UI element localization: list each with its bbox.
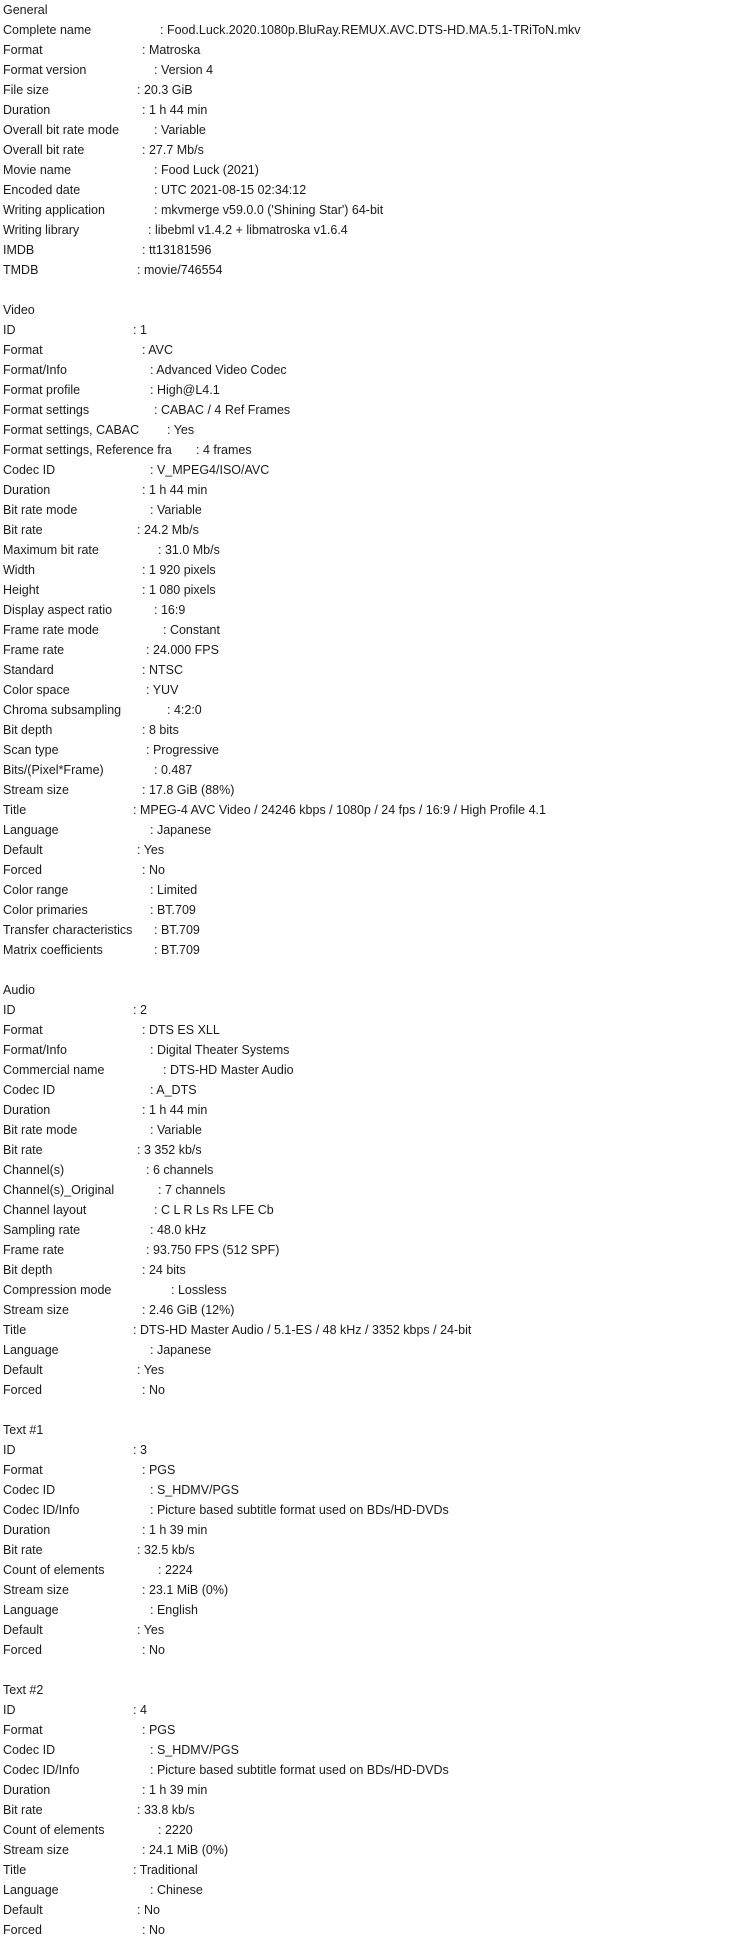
field-value: : 1 h 39 min [142,1523,208,1537]
info-row-video-width [3,560,737,580]
field-value: : 7 channels [158,1183,226,1197]
info-row-audio-bit-rate [3,1140,737,1160]
field-label: Maximum bit rate [3,543,99,557]
field-value: : 1 h 44 min [142,103,208,117]
info-row-audio-stream-size [3,1300,737,1320]
field-label: Bit rate [3,1543,43,1557]
info-row-text-2-format [3,1720,737,1740]
field-label: Default [3,1363,43,1377]
field-label: Stream size [3,1583,69,1597]
field-value: : BT.709 [150,903,196,917]
info-row-text-1-codec-id [3,1480,737,1500]
info-row-video-format-settings-reference-fra [3,440,737,460]
field-label: Count of elements [3,1563,105,1577]
field-label: Writing library [3,223,80,237]
field-label: Codec ID/Info [3,1503,80,1517]
info-row-text-1-count-of-elements [3,1560,737,1580]
info-row-video-format-settings [3,400,737,420]
field-value: : Version 4 [154,63,214,77]
info-row-video-stream-size [3,780,737,800]
field-label: ID [3,1703,16,1717]
info-row-video-chroma-subsampling [3,700,737,720]
field-value: : 3 352 kb/s [137,1143,202,1157]
field-value: : 4 frames [196,443,252,457]
field-value: : 2.46 GiB (12%) [142,1303,235,1317]
info-row-audio-language [3,1340,737,1360]
field-value: : 17.8 GiB (88%) [142,783,235,797]
info-row-video-format [3,340,737,360]
info-row-audio-codec-id [3,1080,737,1100]
field-value: : Yes [137,843,165,857]
field-label: Format/Info [3,1043,67,1057]
field-value: : BT.709 [154,943,200,957]
info-row-video-matrix-coefficients [3,940,737,960]
info-row-text-2-stream-size [3,1840,737,1860]
field-value: : tt13181596 [142,243,212,257]
info-row-video-maximum-bit-rate [3,540,737,560]
info-row-general-writing-application [3,200,737,220]
field-label: Format [3,1463,43,1477]
field-value: : No [137,1903,160,1917]
field-label: Duration [3,103,51,117]
field-label: ID [3,323,16,337]
info-row-text-1-format [3,1460,737,1480]
field-value: : 2220 [158,1823,193,1837]
field-value: : 0.487 [154,763,193,777]
field-value: : BT.709 [154,923,200,937]
info-row-video-codec-id [3,460,737,480]
field-label: Movie name [3,163,72,177]
field-label: Color primaries [3,903,88,917]
info-row-audio-title [3,1320,737,1340]
field-value: : Japanese [150,823,212,837]
field-value: : 24.000 FPS [146,643,219,657]
field-value: : 16:9 [154,603,186,617]
info-row-video-height [3,580,737,600]
info-row-video-transfer-characteristics [3,920,737,940]
field-label: Title [3,803,27,817]
section-title-general: General [3,3,48,17]
info-row-general-file-size [3,80,737,100]
field-value: : Constant [163,623,220,637]
field-label: Default [3,843,43,857]
field-value: : 31.0 Mb/s [158,543,220,557]
field-value: : Food.Luck.2020.1080p.BluRay.REMUX.AVC.DTS-HD.MA.5.1-TRiToN.mkv [160,23,581,37]
info-row-audio-sampling-rate [3,1220,737,1240]
field-label: Color range [3,883,69,897]
info-row-text-1-duration [3,1520,737,1540]
field-value: : DTS-HD Master Audio / 5.1-ES / 48 kHz / 3352 kbps / 24-bit [133,1323,472,1337]
field-value: : Yes [167,423,195,437]
info-row-audio-commercial-name [3,1060,737,1080]
field-label: Forced [3,1383,42,1397]
info-row-general-movie-name [3,160,737,180]
info-row-video-format-profile [3,380,737,400]
field-label: Format/Info [3,363,67,377]
field-label: Sampling rate [3,1223,81,1237]
field-value: : DTS ES XLL [142,1023,220,1037]
section-title-audio: Audio [3,983,35,997]
field-label: Frame rate [3,643,65,657]
field-value: : 27.7 Mb/s [142,143,204,157]
field-label: Count of elements [3,1823,105,1837]
field-label: Forced [3,1923,42,1937]
field-value: : 6 channels [146,1163,214,1177]
field-label: Default [3,1903,43,1917]
info-row-audio-default [3,1360,737,1380]
section-title-video: Video [3,303,35,317]
info-row-text-2-language [3,1880,737,1900]
field-value: : libebml v1.4.2 + libmatroska v1.6.4 [148,223,348,237]
info-row-general-complete-name [3,20,737,40]
info-row-text-2-default [3,1900,737,1920]
field-value: : C L R Ls Rs LFE Cb [154,1203,274,1217]
info-row-general-format [3,40,737,60]
info-row-text-1-stream-size [3,1580,737,1600]
field-value: : A_DTS [150,1083,197,1097]
field-label: Format profile [3,383,81,397]
field-value: : Food Luck (2021) [154,163,259,177]
info-row-general-writing-library [3,220,737,240]
info-row-audio-channel-s-original [3,1180,737,1200]
field-label: Format settings, Reference fra [3,443,172,457]
field-label: Forced [3,863,42,877]
field-label: Channel(s) [3,1163,65,1177]
field-value: : 8 bits [142,723,179,737]
field-label: Codec ID/Info [3,1763,80,1777]
field-value: : S_HDMV/PGS [150,1743,239,1757]
info-row-audio-bit-rate-mode [3,1120,737,1140]
field-value: : Progressive [146,743,219,757]
field-value: : AVC [142,343,174,357]
field-value: : 1 [133,323,147,337]
field-value: : 93.750 FPS (512 SPF) [146,1243,280,1257]
field-label: Language [3,823,59,837]
field-label: Title [3,1863,27,1877]
info-row-video-duration [3,480,737,500]
info-row-audio-channel-layout [3,1200,737,1220]
info-row-text-1-codec-id-info [3,1500,737,1520]
field-label: Default [3,1623,43,1637]
field-value: : 20.3 GiB [137,83,193,97]
field-label: File size [3,83,49,97]
info-row-video-display-aspect-ratio [3,600,737,620]
field-label: Duration [3,1783,51,1797]
field-label: Title [3,1323,27,1337]
field-label: Bit rate [3,1143,43,1157]
field-label: Bit rate [3,1803,43,1817]
field-value: : 24.2 Mb/s [137,523,199,537]
info-row-general-tmdb [3,260,737,280]
info-row-video-format-info [3,360,737,380]
info-row-video-frame-rate [3,640,737,660]
field-value: : S_HDMV/PGS [150,1483,239,1497]
field-value: : 23.1 MiB (0%) [142,1583,229,1597]
info-row-video-color-primaries [3,900,737,920]
info-row-video-bit-rate [3,520,737,540]
field-label: Format [3,43,43,57]
info-row-video-bits-pixel-frame [3,760,737,780]
info-row-video-bit-rate-mode [3,500,737,520]
field-value: : 4:2:0 [167,703,202,717]
info-row-audio-frame-rate [3,1240,737,1260]
field-label: Codec ID [3,1483,56,1497]
info-row-general-format-version [3,60,737,80]
info-row-text-2-id [3,1700,737,1720]
field-label: ID [3,1443,16,1457]
section-spacer [3,960,737,980]
field-label: Format version [3,63,87,77]
field-label: Language [3,1603,59,1617]
field-label: Format [3,343,43,357]
info-row-general-duration [3,100,737,120]
info-row-video-color-space [3,680,737,700]
field-value: : 2224 [158,1563,193,1577]
info-row-text-2-duration [3,1780,737,1800]
field-label: Height [3,583,40,597]
field-label: TMDB [3,263,39,277]
info-row-general-overall-bit-rate-mode [3,120,737,140]
field-value: : 2 [133,1003,147,1017]
field-label: Complete name [3,23,92,37]
info-row-video-frame-rate-mode [3,620,737,640]
info-row-audio-compression-mode [3,1280,737,1300]
field-label: Format settings [3,403,90,417]
field-label: Bit rate mode [3,1123,78,1137]
info-row-text-1-default [3,1620,737,1640]
field-value: : High@L4.1 [150,383,220,397]
info-row-audio-format [3,1020,737,1040]
field-label: Channel layout [3,1203,87,1217]
field-value: : Japanese [150,1343,212,1357]
field-value: : NTSC [142,663,183,677]
info-row-video-color-range [3,880,737,900]
field-label: Duration [3,483,51,497]
field-label: ID [3,1003,16,1017]
info-row-text-2-count-of-elements [3,1820,737,1840]
field-label: Scan type [3,743,59,757]
field-value: : 1 h 44 min [142,483,208,497]
field-label: Language [3,1883,59,1897]
field-label: Bits/(Pixel*Frame) [3,763,104,777]
field-value: : PGS [142,1723,176,1737]
field-label: Channel(s)_Original [3,1183,115,1197]
field-value: : Picture based subtitle format used on BDs/HD-DVDs [150,1503,449,1517]
field-value: : 24 bits [142,1263,186,1277]
field-label: Stream size [3,1303,69,1317]
field-value: : 33.8 kb/s [137,1803,195,1817]
info-row-video-standard [3,660,737,680]
info-row-audio-forced [3,1380,737,1400]
info-row-text-2-forced [3,1920,737,1940]
field-label: Display aspect ratio [3,603,113,617]
field-label: Format [3,1023,43,1037]
info-row-video-id [3,320,737,340]
field-label: Language [3,1343,59,1357]
field-value: : MPEG-4 AVC Video / 24246 kbps / 1080p / 24 fps / 16:9 / High Profile 4.1 [133,803,546,817]
info-row-video-language [3,820,737,840]
field-value: : No [142,1383,165,1397]
info-row-text-1-id [3,1440,737,1460]
field-label: Frame rate mode [3,623,99,637]
field-label: Codec ID [3,463,56,477]
field-value: : Limited [150,883,198,897]
field-value: : 1 920 pixels [142,563,216,577]
field-value: : English [150,1603,198,1617]
field-value: : 3 [133,1443,147,1457]
info-row-video-scan-type [3,740,737,760]
field-label: Codec ID [3,1083,56,1097]
field-value: : DTS-HD Master Audio [163,1063,294,1077]
field-label: Stream size [3,1843,69,1857]
field-value: : 4 [133,1703,147,1717]
field-value: : Matroska [142,43,201,57]
field-label: Duration [3,1103,51,1117]
field-label: Format [3,1723,43,1737]
field-label: Bit depth [3,1263,53,1277]
field-label: Frame rate [3,1243,65,1257]
info-row-text-2-codec-id-info [3,1760,737,1780]
field-label: Encoded date [3,183,81,197]
info-row-text-2-bit-rate [3,1800,737,1820]
field-label: Transfer characteristics [3,923,133,937]
field-label: IMDB [3,243,35,257]
field-value: : mkvmerge v59.0.0 ('Shining Star') 64-bit [154,203,384,217]
field-value: : 48.0 kHz [150,1223,207,1237]
field-label: Duration [3,1523,51,1537]
field-value: : 1 080 pixels [142,583,216,597]
field-value: : Yes [137,1623,165,1637]
field-value: : Traditional [133,1863,198,1877]
field-label: Chroma subsampling [3,703,122,717]
field-label: Commercial name [3,1063,105,1077]
info-row-video-bit-depth [3,720,737,740]
info-row-general-encoded-date [3,180,737,200]
info-row-video-format-settings-cabac [3,420,737,440]
field-value: : No [142,863,165,877]
field-value: : CABAC / 4 Ref Frames [154,403,291,417]
field-value: : 32.5 kb/s [137,1543,195,1557]
field-label: Matrix coefficients [3,943,103,957]
field-label: Bit rate mode [3,503,78,517]
field-label: Bit rate [3,523,43,537]
field-value: : Yes [137,1363,165,1377]
field-value: : No [142,1923,165,1937]
field-value: : 1 h 39 min [142,1783,208,1797]
info-row-text-1-language [3,1600,737,1620]
field-label: Color space [3,683,70,697]
section-spacer [3,1400,737,1420]
info-row-video-forced [3,860,737,880]
info-row-text-1-forced [3,1640,737,1660]
field-value: : Digital Theater Systems [150,1043,290,1057]
info-row-general-overall-bit-rate [3,140,737,160]
field-value: : PGS [142,1463,176,1477]
info-row-audio-channel-s [3,1160,737,1180]
section-title-text-1: Text #1 [3,1423,44,1437]
field-value: : Picture based subtitle format used on BDs/HD-DVDs [150,1763,449,1777]
field-label: Overall bit rate [3,143,85,157]
field-label: Standard [3,663,54,677]
field-value: : Lossless [171,1283,227,1297]
field-value: : Variable [154,123,206,137]
info-row-general-imdb [3,240,737,260]
info-row-video-default [3,840,737,860]
info-row-audio-id [3,1000,737,1020]
section-spacer [3,1660,737,1680]
field-label: Compression mode [3,1283,112,1297]
info-row-text-2-title [3,1860,737,1880]
field-value: : Variable [150,1123,202,1137]
field-value: : YUV [146,683,179,697]
field-value: : V_MPEG4/ISO/AVC [150,463,270,477]
mediainfo-report [3,0,737,1940]
field-value: : Advanced Video Codec [150,363,287,377]
field-label: Overall bit rate mode [3,123,120,137]
field-value: : movie/746554 [137,263,223,277]
field-label: Codec ID [3,1743,56,1757]
info-row-text-1-bit-rate [3,1540,737,1560]
field-label: Writing application [3,203,105,217]
field-label: Bit depth [3,723,53,737]
field-value: : No [142,1643,165,1657]
info-row-audio-duration [3,1100,737,1120]
field-label: Forced [3,1643,42,1657]
field-value: : UTC 2021-08-15 02:34:12 [154,183,307,197]
info-row-video-title [3,800,737,820]
field-label: Format settings, CABAC [3,423,140,437]
field-value: : 24.1 MiB (0%) [142,1843,229,1857]
field-label: Width [3,563,35,577]
section-spacer [3,280,737,300]
section-title-text-2: Text #2 [3,1683,44,1697]
info-row-audio-bit-depth [3,1260,737,1280]
field-value: : Chinese [150,1883,203,1897]
info-row-audio-format-info [3,1040,737,1060]
field-label: Stream size [3,783,69,797]
info-row-text-2-codec-id [3,1740,737,1760]
field-value: : 1 h 44 min [142,1103,208,1117]
field-value: : Variable [150,503,202,517]
